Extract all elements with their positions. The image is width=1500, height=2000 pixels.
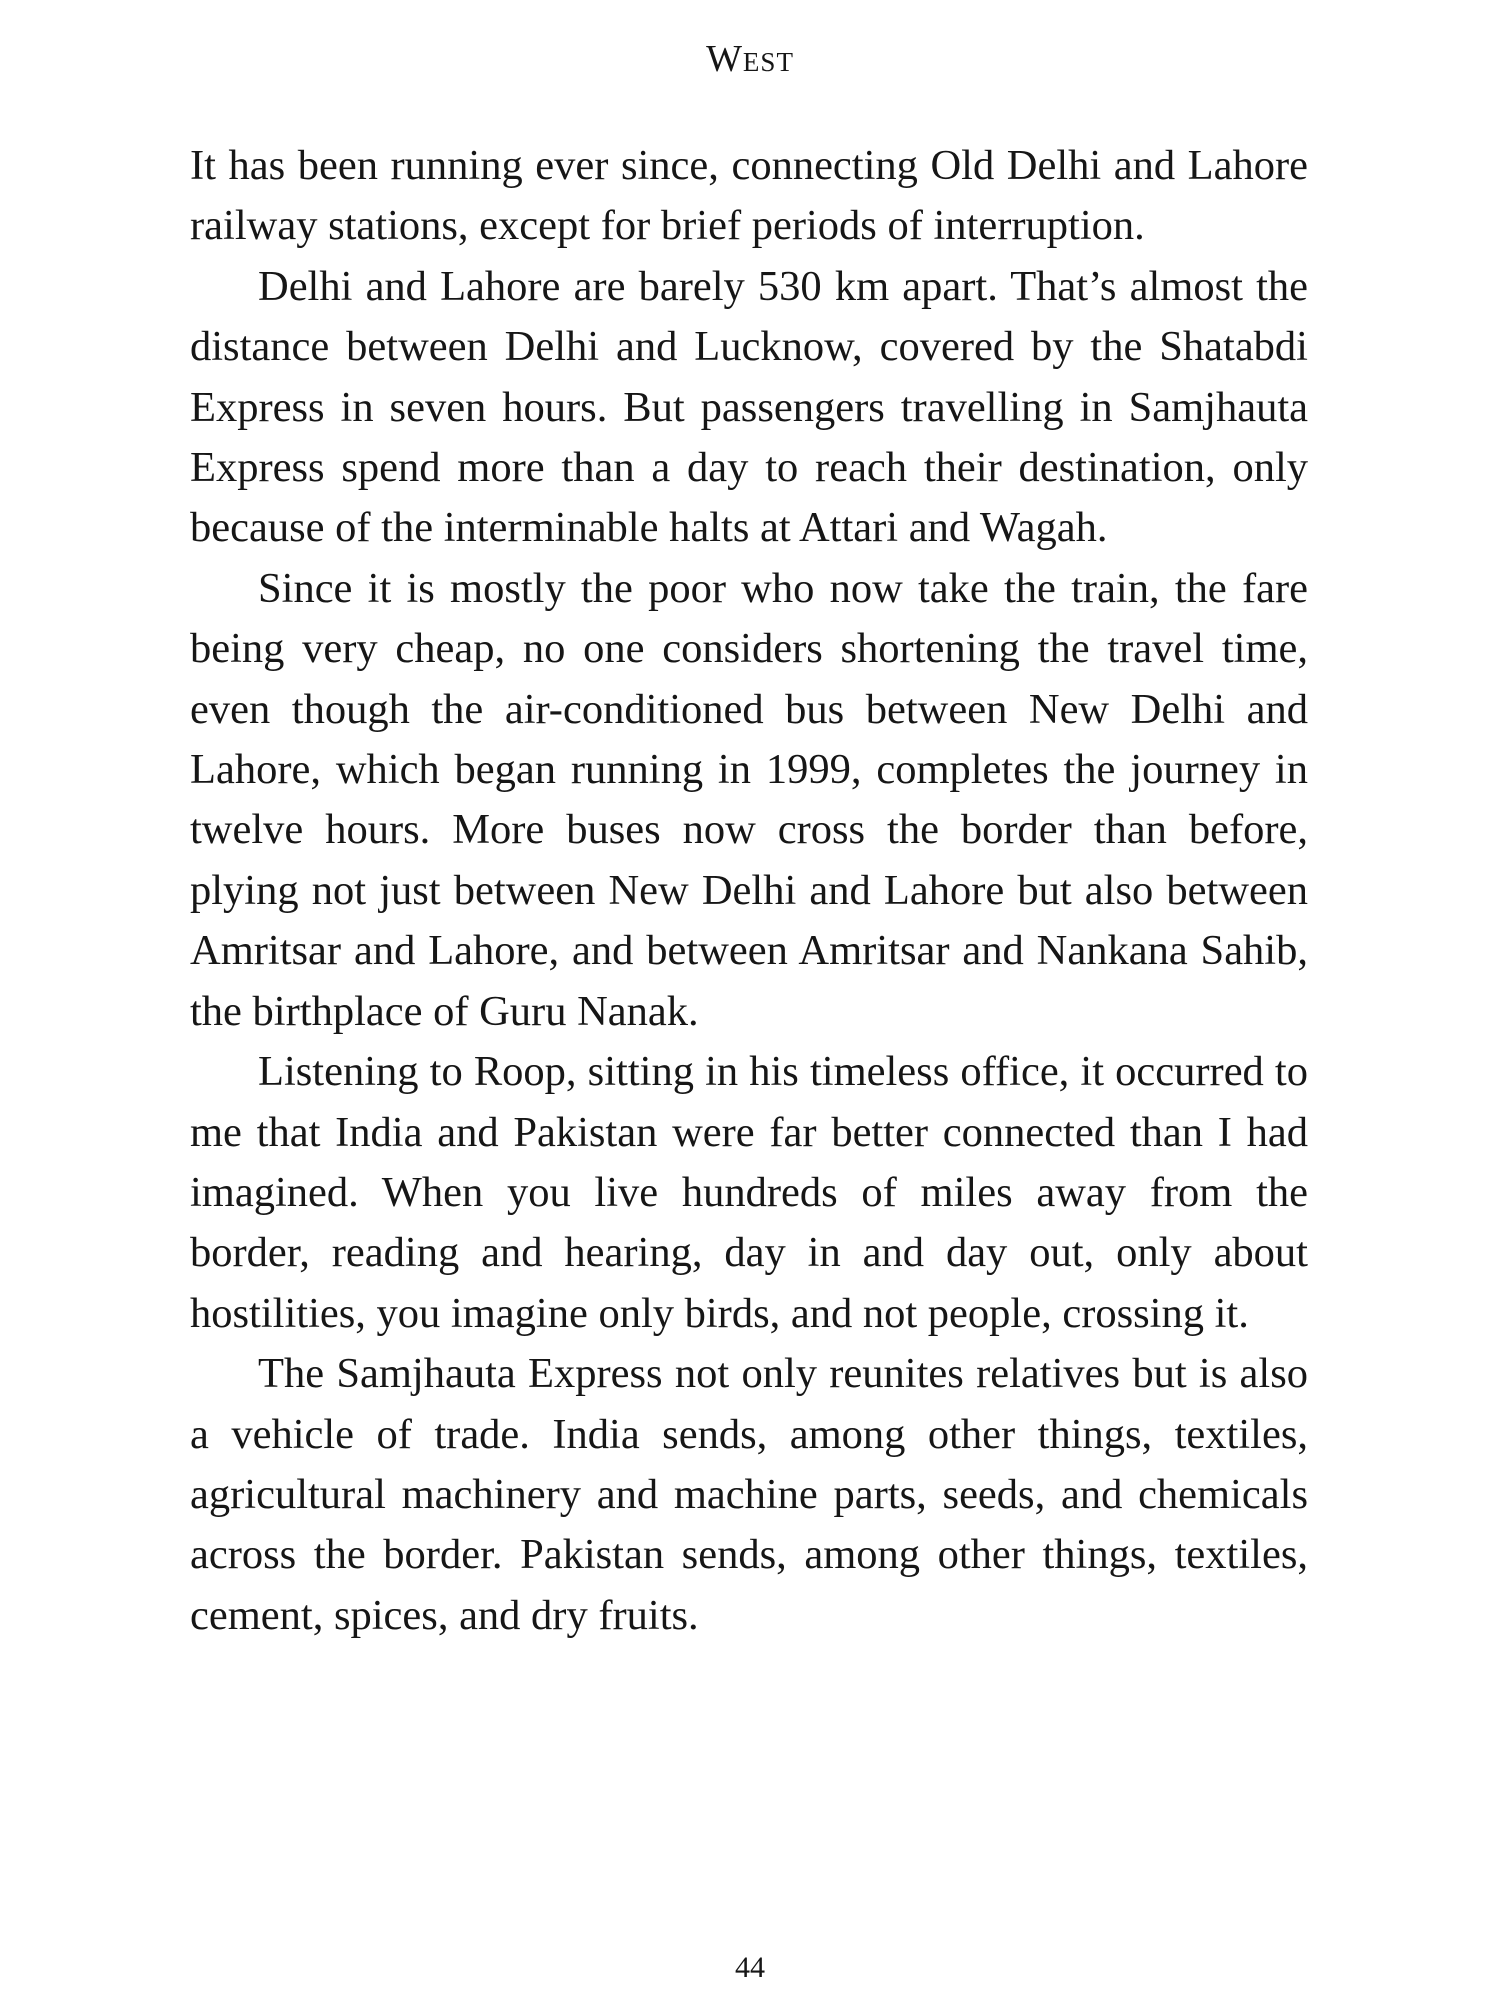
paragraph: Since it is mostly the poor who now take the train, the fare being very cheap, no one considers shortening the travel time, even though the air-conditioned bus between New Delhi and Lahore, which began running in 1999, completes the journey in twelve hours. More buses now cross the border than before, plying not just between New Delhi and Lahore but also between Amritsar and Lahore, and between Amritsar and Nankana Sahib, the birthplace of Guru Nanak. [190, 564, 1308, 1035]
paragraph: Delhi and Lahore are barely 530 km apart. That’s almost the distance between Delhi and Lucknow, covered by the Shatabdi Express in seven hours. But passengers travelling in Samjhauta Express spend more than a day to reach their destination, only because of the interminable halts at Attari and Wagah. [190, 262, 1308, 552]
body-text [190, 136, 1308, 1646]
paragraph: Listening to Roop, sitting in his timeless office, it occurred to me that India and Pakistan were far better connected than I had imagined. When you live hundreds of miles away from the border, reading and hearing, day in and day out, only about hostilities, you imagine only birds, and not people, crossing it. [190, 1048, 1308, 1337]
paragraph: The Samjhauta Express not only reunites relatives but is also a vehicle of trade. India sends, among other things, textiles, agricultural machinery and machine parts, seeds, and chemicals across the border. Pakistan sends, among other things, textiles, cement, spices, and dry fruits. [190, 1350, 1308, 1639]
running-head: West [706, 38, 794, 80]
page-number: 44 [735, 1951, 765, 1984]
paragraph-continuation: It has been running ever since, connecting Old Delhi and Lahore railway stations, except for brief periods of interruption. [190, 142, 1308, 250]
